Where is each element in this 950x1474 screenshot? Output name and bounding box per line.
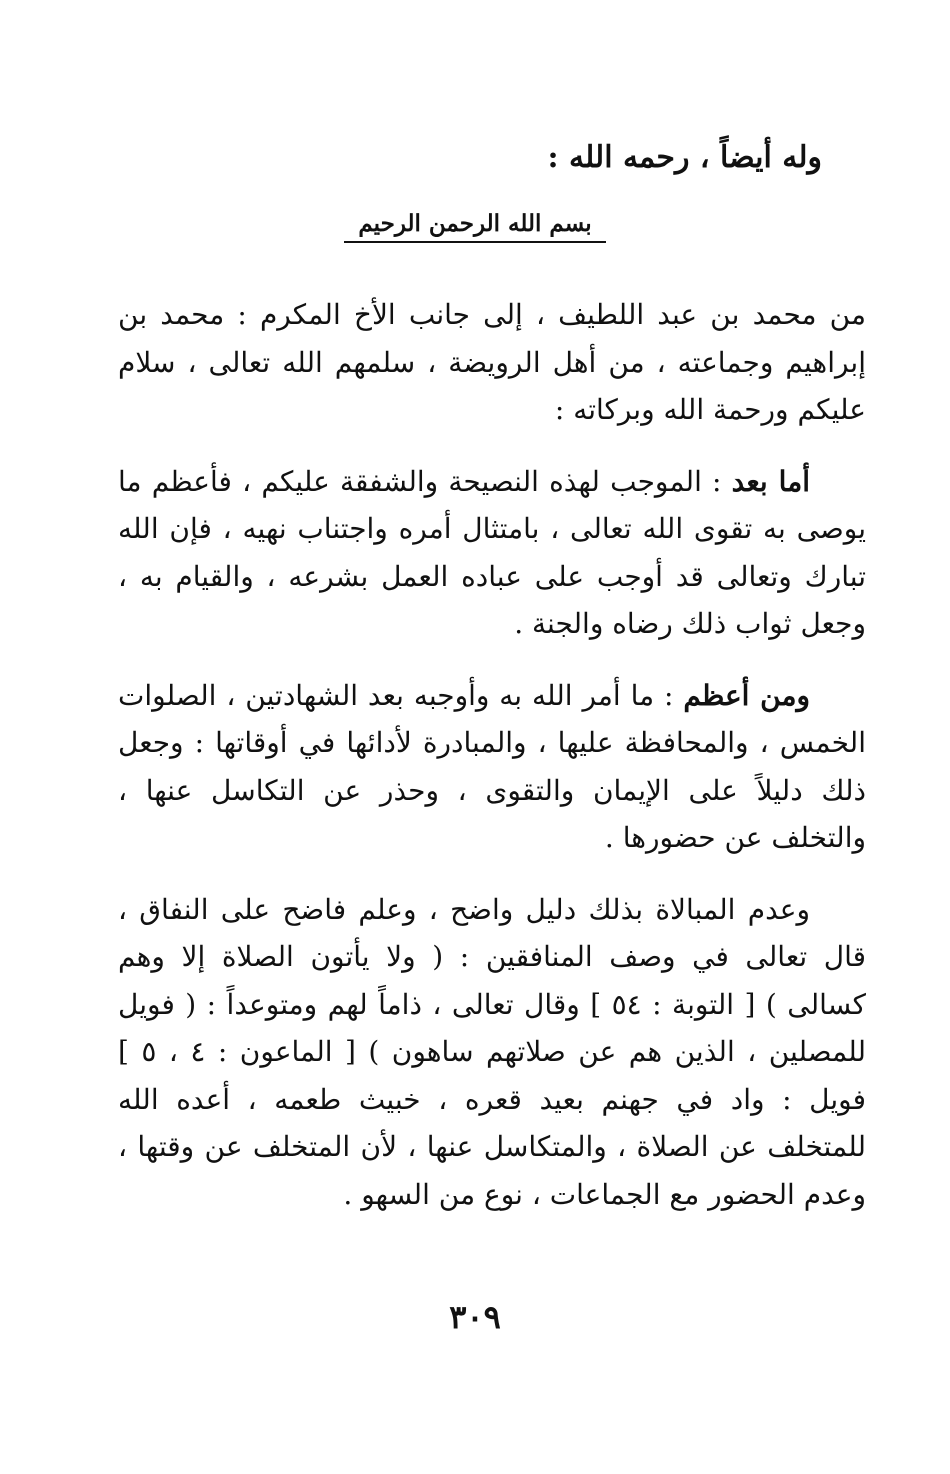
paragraph-amma-baad xyxy=(118,458,866,648)
paragraph-text: وعدم المبالاة بذلك دليل واضح ، وعلم فاضح على النفاق ، قال تعالى في وصف المنافقين : ( ولا يأتون الصلاة إلا وهم كسالى ) [ التوبة : ٥٤ ] وقال تعالى ، ذاماً لهم ومتوعداً : ( فويل للمصلين ، الذين هم عن صلاتهم ساهون ) [ الماعون : ٤ ، ٥ ] فويل : واد في جهنم بعيد قعره ، خبيث طعمه ، أعده الله للمتخلف عن الصلاة ، والمتكاسل عنها ، لأن المتخلف عن وقتها ، وعدم الحضور مع الجماعات ، نوع من السهو . xyxy=(118,892,866,1211)
letter-body xyxy=(118,291,866,1218)
basmala-ornament xyxy=(0,210,950,243)
paragraph-salutation xyxy=(118,291,866,434)
paragraph-adam-al-mubalat xyxy=(118,886,866,1219)
paragraph-text: : ما أمر الله به وأوجبه بعد الشهادتين ، الصلوات الخمس ، والمحافظة عليها ، والمبادرة لأدائها في أوقاتها : وجعل ذلك دليلاً على الإيمان والتقوى ، وحذر عن التكاسل عنها ، والتخلف عن حضورها . xyxy=(118,678,866,854)
paragraph-lead: ومن أعظم xyxy=(683,678,811,712)
basmala-text: بسم الله الرحمن الرحيم xyxy=(344,210,605,243)
paragraph-text: من محمد بن عبد اللطيف ، إلى جانب الأخ المكرم : محمد بن إبراهيم وجماعته ، من أهل الرويضة ، سلمهم الله تعالى ، سلام عليكم ورحمة الله وبركاته : xyxy=(118,298,866,426)
paragraph-text: : الموجب لهذه النصيحة والشفقة عليكم ، فأعظم ما يوصى به تقوى الله تعالى ، بامتثال أمره واجتناب نهيه ، فإن الله تبارك وتعالى قد أوجب على عباده العمل بشرعه ، والقيام به ، وجعل ثواب ذلك رضاه والجنة . xyxy=(118,464,866,640)
section-heading: وله أيضاً ، رحمه الله : xyxy=(547,140,822,175)
page-number: ٣٠٩ xyxy=(449,1298,501,1336)
paragraph-lead: أما بعد xyxy=(731,464,810,498)
paragraph-min-aazam xyxy=(118,672,866,862)
